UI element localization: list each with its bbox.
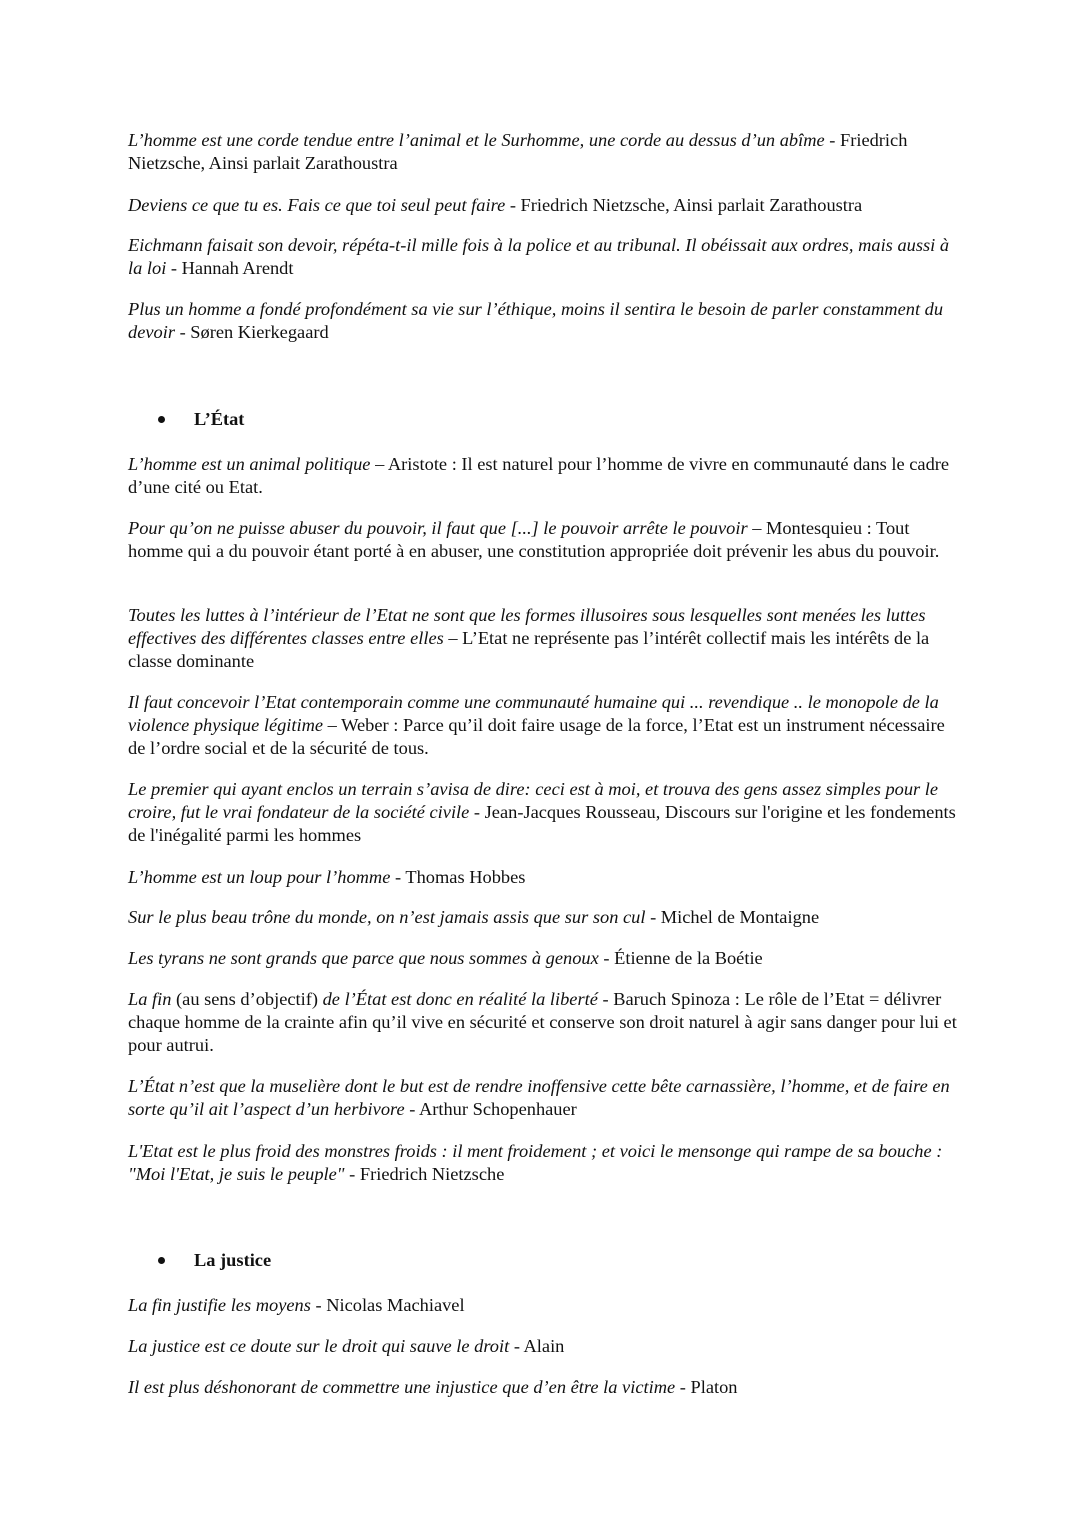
quote-text: L'Etat est le plus froid des monstres froids : il ment froidement ; et voici le mensonge qui rampe de sa bouche : "Moi l'Etat, je suis le peuple" — [128, 1141, 943, 1184]
quote-attribution: – Aristote : Il est naturel pour l’homme de vivre en communauté dans le cadre d’une cité ou Etat. — [128, 454, 950, 497]
quote-text: Sur le plus beau trône du monde, on n’est jamais assis que sur son cul — [128, 907, 646, 927]
quote-text: Les tyrans ne sont grands que parce que nous sommes à genoux — [128, 948, 599, 968]
quote-attribution: - Arthur Schopenhauer — [404, 1099, 577, 1119]
quote-paragraph — [128, 298, 958, 344]
quote-text: La fin justifie les moyens — [128, 1295, 311, 1315]
quote-text: La fin — [128, 989, 172, 1009]
quote-text: Eichmann faisait son devoir, répéta-t-il mille fois à la police et au tribunal. Il obéissait aux ordres, mais aussi à la loi — [128, 235, 950, 278]
quote-text: Le premier qui ayant enclos un terrain s’avisa de dire: ceci est à moi, et trouva des gens assez simples pour le croire, fut le vrai fondateur de la société civile — [128, 779, 939, 822]
quote-attribution: - Nicolas Machiavel — [310, 1295, 465, 1315]
section-heading-text: La justice — [194, 1250, 272, 1270]
quote-text: L’homme est une corde tendue entre l’animal et le Surhomme, une corde au dessus d’un abîme — [128, 130, 825, 150]
quote-attribution: - Alain — [509, 1336, 565, 1356]
quote-text: Toutes les luttes à l’intérieur de l’Etat ne sont que les formes illusoires sous lesquelles sont menées les luttes effectives des différentes classes entre elles — [128, 605, 926, 648]
quote-paragraph — [128, 1140, 958, 1186]
quote-attribution: - Étienne de la Boétie — [598, 948, 763, 968]
quote-text: Deviens ce que tu es. Fais ce que toi seul peut faire — [128, 195, 506, 215]
quote-paragraph — [128, 129, 958, 175]
quote-attribution: – Weber : Parce qu’il doit faire usage de la force, l’Etat est un instrument nécessaire de l’ordre social et de la sécurité de tous. — [128, 715, 945, 758]
quote-paragraph — [128, 453, 958, 499]
quote-paragraph — [128, 194, 958, 217]
quote-paragraph — [128, 1075, 958, 1121]
quote-paragraph — [128, 988, 958, 1057]
quote-text: Pour qu’on ne puisse abuser du pouvoir, il faut que [...] le pouvoir arrête le pouvoir — [128, 518, 748, 538]
quote-text: L’homme est un animal politique — [128, 454, 371, 474]
bullet-icon — [158, 416, 165, 423]
quote-attribution: - Platon — [675, 1377, 738, 1397]
quote-text: L’homme est un loup pour l’homme — [128, 867, 391, 887]
quote-paragraph — [128, 234, 958, 280]
quote-paragraph — [128, 691, 958, 760]
quote-text: Il faut concevoir l’Etat contemporain comme une communauté humaine qui ... revendique .. le monopole de la violence physique légitime — [128, 692, 939, 735]
quote-attribution: - Friedrich Nietzsche — [344, 1164, 505, 1184]
quote-paragraph — [128, 866, 958, 889]
quote-attribution: - Thomas Hobbes — [390, 867, 526, 887]
quote-attribution: – L’Etat ne représente pas l’intérêt collectif mais les intérêts de la classe dominante — [128, 628, 930, 671]
quote-paragraph — [128, 1335, 958, 1358]
quote-attribution: - Michel de Montaigne — [645, 907, 820, 927]
section-heading-text: L’État — [194, 409, 245, 429]
quote-text: Plus un homme a fondé profondément sa vie sur l’éthique, moins il sentira le besoin de parler constamment du devoir — [128, 299, 944, 342]
quote-paragraph — [128, 604, 958, 673]
quote-paragraph — [128, 517, 958, 563]
quote-paragraph — [128, 1294, 958, 1317]
quote-attribution: - Baruch Spinoza : Le rôle de l’Etat = délivrer chaque homme de la crainte afin qu’il vive en sécurité et conserve son droit naturel à agir sans danger pour lui et pour autrui. — [128, 989, 957, 1055]
quote-text: La justice est ce doute sur le droit qui sauve le droit — [128, 1336, 510, 1356]
quote-attribution: – Montesquieu : Tout homme qui a du pouvoir étant porté à en abuser, une constitution appropriée doit prévenir les abus du pouvoir. — [128, 518, 940, 561]
quote-text: de l’État est donc en réalité la liberté — [322, 989, 598, 1009]
quote-aside: (au sens d’objectif) — [171, 989, 323, 1009]
quote-paragraph — [128, 1376, 958, 1399]
quote-text: Il est plus déshonorant de commettre une injustice que d’en être la victime — [128, 1377, 676, 1397]
quote-attribution: - Friedrich Nietzsche, Ainsi parlait Zarathoustra — [128, 130, 908, 173]
quote-attribution: - Friedrich Nietzsche, Ainsi parlait Zarathoustra — [505, 195, 863, 215]
bullet-icon — [158, 1257, 165, 1264]
quote-paragraph — [128, 906, 958, 929]
quote-attribution: - Søren Kierkegaard — [174, 322, 329, 342]
quote-paragraph — [128, 947, 958, 970]
quote-text: L’État n’est que la muselière dont le but est de rendre inoffensive cette bête carnassière, l’homme, et de faire en sorte qu’il ait l’aspect d’un herbivore — [128, 1076, 950, 1119]
quote-attribution: - Jean-Jacques Rousseau, Discours sur l'origine et les fondements de l'inégalité parmi les hommes — [128, 802, 956, 845]
quote-attribution: - Hannah Arendt — [166, 258, 294, 278]
quote-paragraph — [128, 778, 958, 847]
